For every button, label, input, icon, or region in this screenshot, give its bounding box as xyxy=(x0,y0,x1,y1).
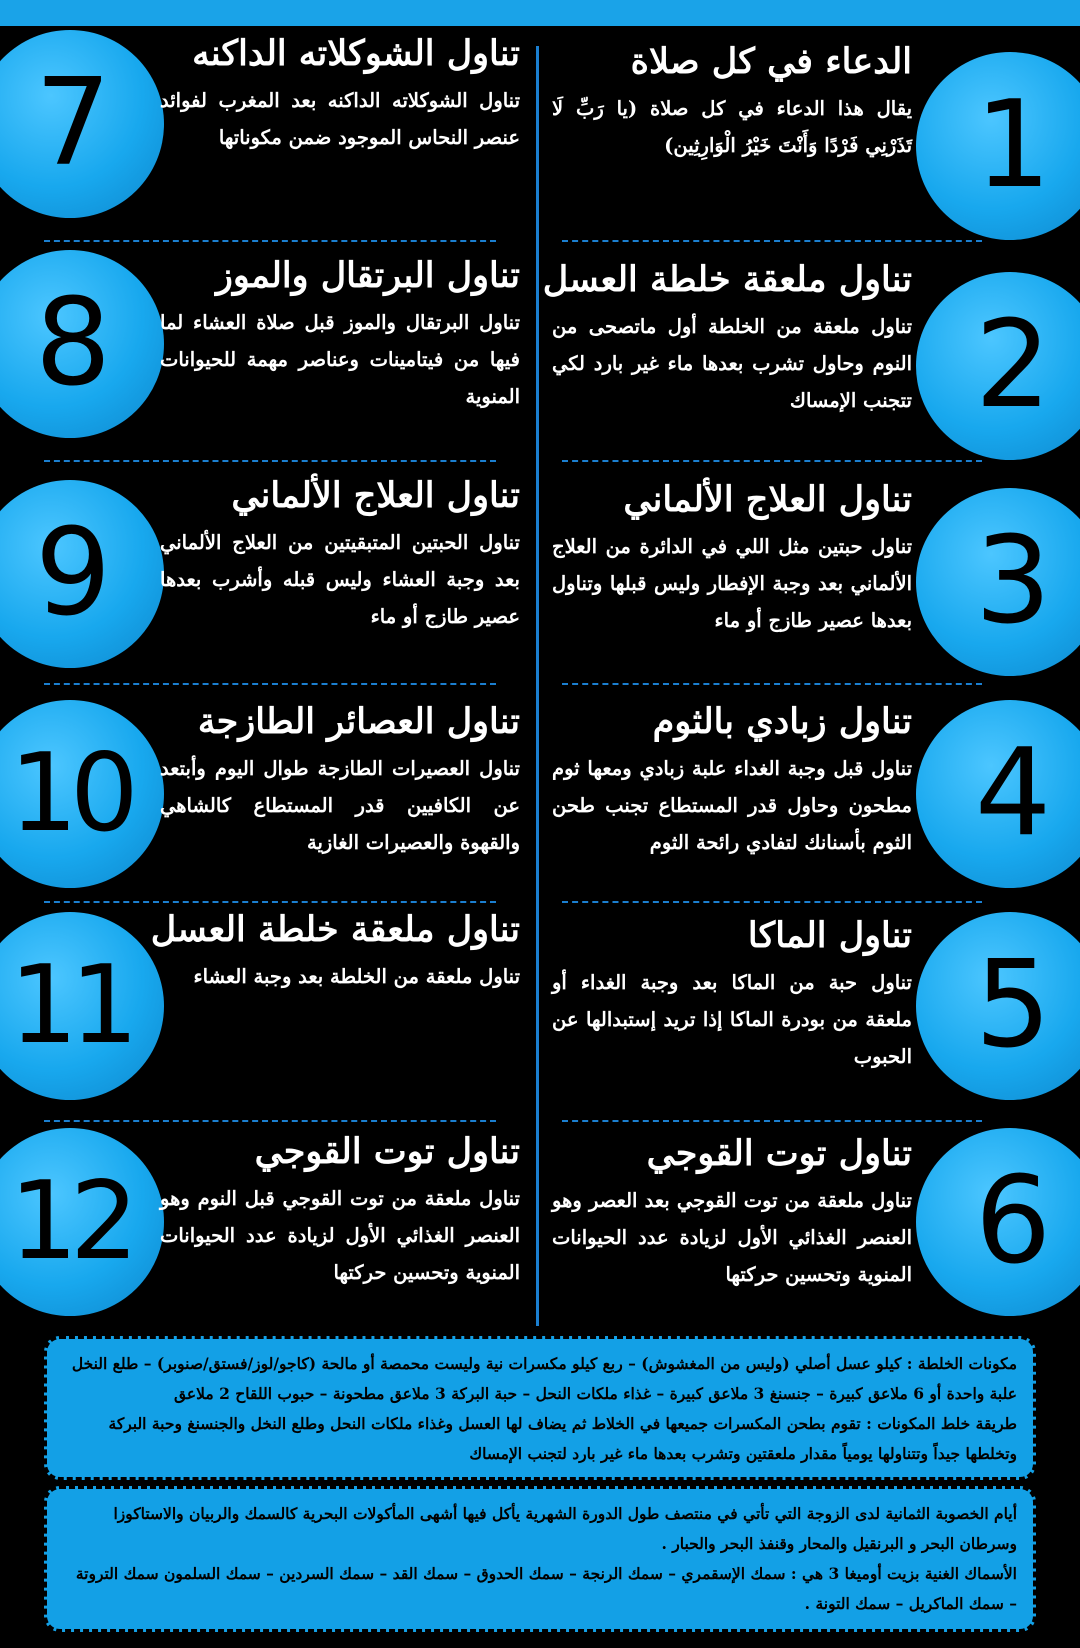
step-body: تناول قبل وجبة الغداء علبة زبادي ومعها ثوم مطحون وحاول قدر المستطاع تجنب طحن الثوم بأسنانك لتفادي رائحة الثوم xyxy=(552,757,912,854)
step-body: تناول ملعقة من الخلطة بعد وجبة العشاء xyxy=(193,965,520,988)
mixture-info-box xyxy=(44,1336,1036,1480)
step-title: تناول الشوكلاته الداكنه xyxy=(192,33,520,74)
step-number-circle xyxy=(916,1128,1080,1316)
step-body: تناول الحبتين المتبقيتين من العلاج الألماني بعد وجبة العشاء وليس قبله وأشرب بعدها عصير طازج أو ماء xyxy=(160,531,520,628)
step-number: 12 xyxy=(9,1159,131,1284)
separator xyxy=(562,460,982,462)
fertility-info-box xyxy=(44,1486,1036,1632)
step-number-circle xyxy=(0,30,164,218)
step-title: الدعاء في كل صلاة xyxy=(630,41,912,82)
step-body: تناول ملعقة من توت القوجي قبل النوم وهو العنصر الغذائي الأول لزيادة عدد الحيوانات المنوية وتحسين حركتها xyxy=(160,1187,520,1284)
mixture-method: طريقة خلط المكونات : تقوم بطحن المكسرات جميعها في الخلاط ثم يضاف لها العسل وغذاء ملكات النحل وطلع النخل والجنسنغ وحبة البركة وتخلطها جيداً وتتناولها يومياً مقدار ملعقتين وتشرب بعدها ماء غير بارد لتجنب الإمساك xyxy=(108,1414,1017,1463)
step-number: 3 xyxy=(974,512,1046,651)
step-title: تناول توت القوجي xyxy=(646,1133,912,1174)
step-number-circle xyxy=(916,700,1080,888)
step-number: 1 xyxy=(974,76,1046,215)
step-item xyxy=(160,698,520,861)
separator xyxy=(562,240,982,242)
step-body: تناول الشوكلاته الداكنه بعد المغرب لفوائد عنصر النحاس الموجود ضمن مكوناتها xyxy=(160,89,520,149)
step-number: 6 xyxy=(974,1152,1046,1291)
step-item xyxy=(160,1128,520,1291)
step-number-circle xyxy=(0,1128,164,1316)
step-title: تناول الماكا xyxy=(747,915,912,956)
separator xyxy=(562,1120,982,1122)
step-body: تناول ملعقة من الخلطة أول ماتصحى من النوم وحاول تشرب بعدها ماء غير بارد لكي تتجنب الإمساك xyxy=(552,315,912,412)
separator xyxy=(562,901,982,903)
step-title: تناول ملعقة خلطة العسل xyxy=(542,259,912,300)
step-number: 11 xyxy=(9,943,131,1068)
step-item xyxy=(160,472,520,635)
step-item xyxy=(542,256,912,419)
step-item xyxy=(150,906,520,995)
step-number-circle xyxy=(916,912,1080,1100)
mixture-ingredients: مكونات الخلطة : كيلو عسل أصلي (وليس من المغشوش) – ربع كيلو مكسرات نية وليست محمصة أو مالحة (كاجو/لوز/فستق/صنوبر) – طلع النخل علبة واحدة أو 6 ملاعق كبيرة – جنسنغ 3 ملاعق كبيرة – غذاء ملكات النحل – حبة البركة 3 ملاعق مطحونة – حبوب اللقاح 2 ملاعق xyxy=(71,1354,1017,1403)
step-number: 4 xyxy=(974,724,1046,863)
separator xyxy=(44,1120,496,1122)
step-item xyxy=(160,30,520,156)
step-item xyxy=(552,698,912,861)
step-number-circle xyxy=(0,700,164,888)
step-body: تناول حبتين مثل اللي في الدائرة من العلاج الألماني بعد وجبة الإفطار وليس قبلها وتناول بعدها عصير طازج أو ماء xyxy=(552,535,913,632)
step-body: تناول ملعقة من توت القوجي بعد العصر وهو العنصر الغذائي الأول لزيادة عدد الحيوانات المنوية وتحسين حركتها xyxy=(552,1189,912,1286)
step-title: تناول ملعقة خلطة العسل xyxy=(150,909,520,950)
fertility-days-text: أيام الخصوبة الثمانية لدى الزوجة التي تأتي في منتصف طول الدورة الشهرية يأكل فيها أشهى المأكولات البحرية كالسمك والربيان والاستاكوزا وسرطان البحر و البرنقيل والمحار وقنفذ البحر والحبار . xyxy=(113,1504,1017,1553)
step-number: 7 xyxy=(34,54,106,193)
separator xyxy=(44,240,496,242)
step-title: تناول العلاج الألماني xyxy=(231,475,520,516)
step-title: تناول توت القوجي xyxy=(254,1131,520,1172)
step-number-circle xyxy=(0,250,164,438)
step-item xyxy=(552,476,912,639)
step-body: تناول البرتقال والموز قبل صلاة العشاء لما فيها من فيتامينات وعناصر مهمة للحيوانات المنوية xyxy=(160,311,520,408)
step-title: تناول العلاج الألماني xyxy=(623,479,912,520)
step-number: 10 xyxy=(9,731,131,856)
step-item xyxy=(552,912,912,1075)
separator xyxy=(44,901,496,903)
step-number: 5 xyxy=(974,936,1046,1075)
step-number: 8 xyxy=(34,274,106,413)
separator xyxy=(44,683,496,685)
step-title: تناول زبادي بالثوم xyxy=(652,701,912,742)
step-number: 2 xyxy=(974,296,1046,435)
step-number-circle xyxy=(0,480,164,668)
step-number-circle xyxy=(916,488,1080,676)
step-number-circle xyxy=(916,272,1080,460)
step-number-circle xyxy=(0,912,164,1100)
step-body: يقال هذا الدعاء في كل صلاة (يا رَبِّ لَا تَذَرْنِي فَرْدًا وَأَنْتَ خَيْرُ الْوَارِثِين) xyxy=(552,97,912,157)
step-number-circle xyxy=(916,52,1080,240)
step-item xyxy=(552,1130,912,1293)
separator xyxy=(562,683,982,685)
step-body: تناول حبة من الماكا بعد وجبة الغداء أو ملعقة من بودرة الماكا إذا تريد إستبدالها عن الحبوب xyxy=(552,971,912,1068)
step-item xyxy=(552,38,912,164)
step-title: تناول البرتقال والموز xyxy=(216,255,520,296)
step-number: 9 xyxy=(34,504,106,643)
step-item xyxy=(160,252,520,415)
omega3-fish-text: الأسماك الغنية بزيت أوميغا 3 هي : سمك الإسقمري – سمك الرنجة – سمك الحدوق – سمك القد – سمك السردين – سمك السلمون سمك التروتة – سمك الماكريل – سمك التونة . xyxy=(75,1564,1017,1613)
step-title: تناول العصائر الطازجة xyxy=(197,701,520,742)
step-body: تناول العصيرات الطازجة طوال اليوم وأبتعد عن الكافيين قدر المستطاع كالشاهي والقهوة والعصيرات الغازية xyxy=(160,757,520,854)
separator xyxy=(44,460,496,462)
center-divider xyxy=(536,46,539,1326)
top-bar xyxy=(0,0,1080,26)
